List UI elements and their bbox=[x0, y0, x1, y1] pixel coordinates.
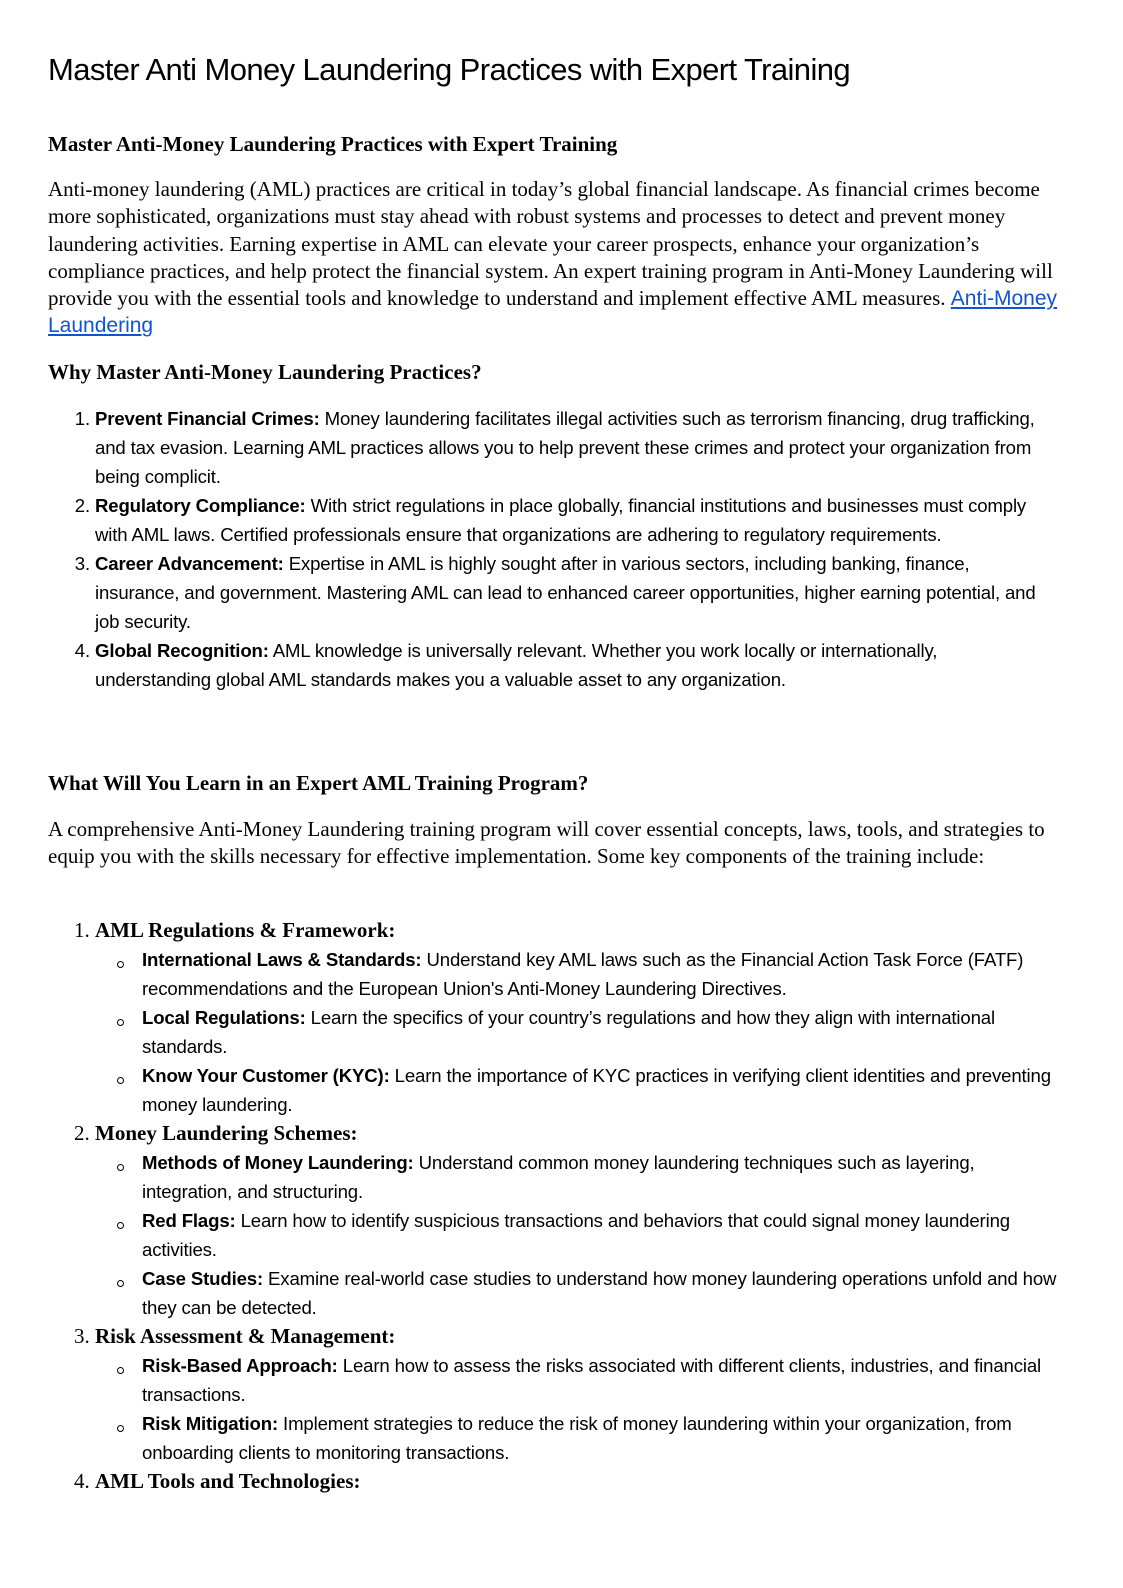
sub-list-item bbox=[142, 1409, 1065, 1467]
item-label: International Laws & Standards: bbox=[142, 949, 422, 970]
item-text: Implement strategies to reduce the risk of money laundering within your organization, from onboarding clients to monitoring transactions. bbox=[142, 1413, 1012, 1463]
why-list bbox=[48, 404, 1057, 694]
item-heading: AML Tools and Technologies: bbox=[95, 1469, 361, 1493]
item-text: AML knowledge is universally relevant. Whether you work locally or internationally, understanding global AML standards makes you a valuable asset to any organization. bbox=[95, 640, 938, 690]
sub-list-item bbox=[142, 945, 1065, 1003]
list-item bbox=[95, 1322, 1065, 1467]
item-text: Learn the specifics of your country’s regulations and how they align with international standards. bbox=[142, 1007, 995, 1057]
sub-list-item bbox=[142, 1061, 1065, 1119]
item-label: Risk-Based Approach: bbox=[142, 1355, 338, 1376]
page-title: Master Anti Money Laundering Practices with Expert Training bbox=[48, 52, 851, 87]
list-item bbox=[95, 1119, 1065, 1322]
item-label: Methods of Money Laundering: bbox=[142, 1152, 414, 1173]
item-label: Global Recognition: bbox=[95, 640, 269, 661]
item-label: Red Flags: bbox=[142, 1210, 236, 1231]
sub-list bbox=[95, 1351, 1065, 1467]
section-heading-learn: What Will You Learn in an Expert AML Training Program? bbox=[48, 771, 589, 795]
item-label: Regulatory Compliance: bbox=[95, 495, 306, 516]
section-heading-main: Master Anti-Money Laundering Practices with Expert Training bbox=[48, 132, 618, 156]
list-item bbox=[95, 404, 1057, 491]
sub-list-item bbox=[142, 1148, 1065, 1206]
item-label: Career Advancement: bbox=[95, 553, 284, 574]
learn-list bbox=[48, 916, 1065, 1496]
item-text: With strict regulations in place globally, financial institutions and businesses must comply with AML laws. Certified professionals ensure that organizations are adhering to regulatory requirements. bbox=[95, 495, 1027, 545]
sub-list-item bbox=[142, 1206, 1065, 1264]
intro-text: Anti-money laundering (AML) practices are critical in today’s global financial landscape. As financial crimes become more sophisticated, organizations must stay ahead with robust systems and processes to detect and prevent money laundering activities. Earning expertise in AML can elevate your career prospects, enhance your organization’s compliance practices, and help protect the financial system. An expert training program in Anti-Money Laundering will provide you with the essential tools and knowledge to understand and implement effective AML measures. bbox=[48, 177, 1053, 311]
item-text: Understand common money laundering techniques such as layering, integration, and structuring. bbox=[142, 1152, 975, 1202]
item-label: Local Regulations: bbox=[142, 1007, 306, 1028]
item-text: Money laundering facilitates illegal activities such as terrorism financing, drug trafficking, and tax evasion. Learning AML practices allows you to help prevent these crimes and protect your organization from being complicit. bbox=[95, 408, 1035, 487]
sub-list bbox=[95, 945, 1065, 1119]
item-heading: Risk Assessment & Management: bbox=[95, 1324, 396, 1348]
item-label: Case Studies: bbox=[142, 1268, 264, 1289]
item-heading: Money Laundering Schemes: bbox=[95, 1121, 358, 1145]
item-text: Understand key AML laws such as the Financial Action Task Force (FATF) recommendations and the European Union's Anti-Money Laundering Directives. bbox=[142, 949, 1024, 999]
list-item bbox=[95, 549, 1057, 636]
item-text: Learn the importance of KYC practices in verifying client identities and preventing money laundering. bbox=[142, 1065, 1051, 1115]
item-heading: AML Regulations & Framework: bbox=[95, 918, 396, 942]
item-label: Risk Mitigation: bbox=[142, 1413, 279, 1434]
learn-intro-paragraph: A comprehensive Anti-Money Laundering training program will cover essential concepts, laws, tools, and strategies to equip you with the skills necessary for effective implementation. Some key components of the training include: bbox=[48, 817, 1045, 869]
item-label: Know Your Customer (KYC): bbox=[142, 1065, 390, 1086]
section-heading-why: Why Master Anti-Money Laundering Practices? bbox=[48, 360, 482, 384]
item-text: Learn how to assess the risks associated with different clients, industries, and financial transactions. bbox=[142, 1355, 1042, 1405]
intro-paragraph bbox=[48, 176, 1058, 340]
item-text: Learn how to identify suspicious transactions and behaviors that could signal money laundering activities. bbox=[142, 1210, 1010, 1260]
list-item bbox=[95, 916, 1065, 1119]
anti-money-laundering-link[interactable]: Anti-Money Laundering bbox=[48, 287, 1058, 338]
item-label: Prevent Financial Crimes: bbox=[95, 408, 320, 429]
sub-list-item bbox=[142, 1003, 1065, 1061]
list-item bbox=[95, 1467, 1065, 1496]
sub-list bbox=[95, 1148, 1065, 1322]
sub-list-item bbox=[142, 1351, 1065, 1409]
list-item bbox=[95, 491, 1057, 549]
item-text: Expertise in AML is highly sought after in various sectors, including banking, finance, insurance, and government. Mastering AML can lead to enhanced career opportunities, higher earning potential, and job security. bbox=[95, 553, 1036, 632]
list-item bbox=[95, 636, 1057, 694]
item-text: Examine real-world case studies to understand how money laundering operations unfold and how they can be detected. bbox=[142, 1268, 1057, 1318]
sub-list-item bbox=[142, 1264, 1065, 1322]
